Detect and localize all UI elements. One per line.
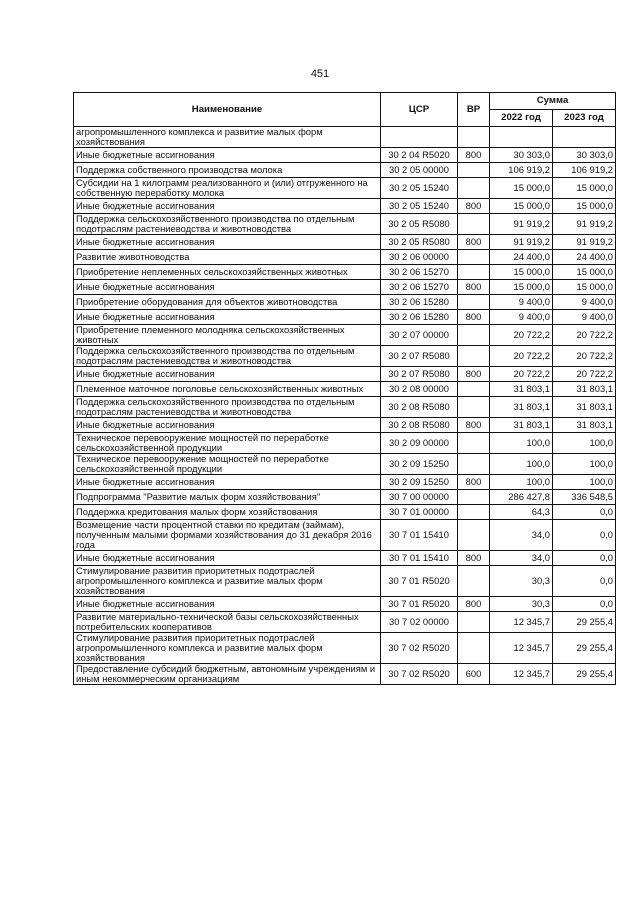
cell-csr: 30 7 02 R5020: [381, 633, 458, 664]
cell-name: Поддержка сельскохозяйственного производства по отдельным подотраслям растениеводства и животноводства: [74, 214, 381, 235]
header-year-2022: 2022 год: [490, 110, 553, 127]
cell-name: Племенное маточное поголовье сельскохозяйственных животных: [74, 382, 381, 397]
cell-sum-2022: 30,3: [490, 566, 553, 597]
table-row: [74, 612, 616, 633]
cell-vr: [458, 295, 490, 310]
cell-sum-2023: 100,0: [553, 433, 616, 454]
table-row: [74, 235, 616, 250]
table-row: [74, 367, 616, 382]
cell-csr: 30 2 09 00000: [381, 433, 458, 454]
table-row: [74, 551, 616, 566]
cell-sum-2022: [490, 127, 553, 148]
table-row: [74, 214, 616, 235]
cell-sum-2023: 15 000,0: [553, 280, 616, 295]
cell-name: Развитие животноводства: [74, 250, 381, 265]
table-row: [74, 418, 616, 433]
cell-sum-2023: 0,0: [553, 551, 616, 566]
cell-csr: 30 2 05 R5080: [381, 235, 458, 250]
cell-vr: [458, 214, 490, 235]
cell-csr: 30 2 06 15270: [381, 280, 458, 295]
header-year-2023: 2023 год: [553, 110, 616, 127]
cell-sum-2023: 31 803,1: [553, 382, 616, 397]
table-row: [74, 454, 616, 475]
cell-name: Поддержка кредитования малых форм хозяйствования: [74, 505, 381, 520]
cell-csr: 30 2 09 15250: [381, 454, 458, 475]
cell-csr: 30 7 01 15410: [381, 520, 458, 551]
cell-sum-2023: 15 000,0: [553, 265, 616, 280]
cell-name: Подпрограмма "Развитие малых форм хозяйствования": [74, 490, 381, 505]
table-row: [74, 382, 616, 397]
cell-csr: 30 2 06 15270: [381, 265, 458, 280]
cell-sum-2023: 31 803,1: [553, 397, 616, 418]
cell-vr: 800: [458, 475, 490, 490]
table-row: [74, 346, 616, 367]
cell-vr: 800: [458, 310, 490, 325]
table-row: [74, 127, 616, 148]
table-row: [74, 178, 616, 199]
cell-sum-2022: 31 803,1: [490, 397, 553, 418]
cell-sum-2023: 91 919,2: [553, 214, 616, 235]
cell-sum-2023: 336 548,5: [553, 490, 616, 505]
cell-name: Иные бюджетные ассигнования: [74, 418, 381, 433]
cell-sum-2022: 31 803,1: [490, 418, 553, 433]
cell-vr: [458, 265, 490, 280]
table-row: [74, 325, 616, 346]
cell-sum-2022: 12 345,7: [490, 612, 553, 633]
cell-name: Техническое перевооружение мощностей по переработке сельскохозяйственной продукции: [74, 433, 381, 454]
cell-name: Иные бюджетные ассигнования: [74, 551, 381, 566]
cell-vr: [458, 382, 490, 397]
cell-vr: [458, 346, 490, 367]
header-vr: ВР: [458, 93, 490, 127]
table-row: [74, 250, 616, 265]
table-row: [74, 520, 616, 551]
cell-sum-2023: 9 400,0: [553, 310, 616, 325]
cell-csr: 30 7 01 R5020: [381, 597, 458, 612]
table-row: [74, 265, 616, 280]
cell-csr: 30 2 05 R5080: [381, 214, 458, 235]
cell-sum-2022: 12 345,7: [490, 664, 553, 685]
cell-sum-2022: 30 303,0: [490, 148, 553, 163]
table-row: [74, 280, 616, 295]
cell-sum-2023: 29 255,4: [553, 612, 616, 633]
table-row: [74, 310, 616, 325]
cell-sum-2023: 31 803,1: [553, 418, 616, 433]
cell-name: Иные бюджетные ассигнования: [74, 367, 381, 382]
cell-sum-2022: 286 427,8: [490, 490, 553, 505]
cell-vr: 800: [458, 235, 490, 250]
cell-sum-2023: 0,0: [553, 597, 616, 612]
cell-csr: [381, 127, 458, 148]
cell-name: Поддержка сельскохозяйственного производства по отдельным подотраслям растениеводства и животноводства: [74, 346, 381, 367]
cell-csr: 30 2 09 15250: [381, 475, 458, 490]
cell-vr: [458, 633, 490, 664]
cell-csr: 30 2 05 00000: [381, 163, 458, 178]
cell-sum-2023: 100,0: [553, 475, 616, 490]
cell-name: Иные бюджетные ассигнования: [74, 199, 381, 214]
cell-name: Иные бюджетные ассигнования: [74, 310, 381, 325]
cell-sum-2022: 106 919,2: [490, 163, 553, 178]
cell-sum-2023: 20 722,2: [553, 325, 616, 346]
cell-name: Возмещение части процентной ставки по кредитам (займам), полученным малыми формами хозяйствования до 31 декабря 2016 года: [74, 520, 381, 551]
cell-sum-2022: 9 400,0: [490, 310, 553, 325]
cell-vr: [458, 505, 490, 520]
cell-vr: [458, 454, 490, 475]
cell-sum-2022: 15 000,0: [490, 265, 553, 280]
cell-vr: 600: [458, 664, 490, 685]
cell-name: Приобретение племенного молодняка сельскохозяйственных животных: [74, 325, 381, 346]
page-number: 451: [310, 68, 330, 80]
cell-csr: 30 2 07 R5080: [381, 367, 458, 382]
cell-sum-2023: 29 255,4: [553, 664, 616, 685]
cell-sum-2022: 20 722,2: [490, 346, 553, 367]
cell-csr: 30 2 07 00000: [381, 325, 458, 346]
cell-sum-2023: 15 000,0: [553, 178, 616, 199]
cell-sum-2022: 100,0: [490, 454, 553, 475]
header-csr: ЦСР: [381, 93, 458, 127]
cell-sum-2023: [553, 127, 616, 148]
cell-sum-2022: 100,0: [490, 475, 553, 490]
budget-table: [73, 92, 616, 685]
cell-vr: [458, 612, 490, 633]
cell-csr: 30 2 07 R5080: [381, 346, 458, 367]
cell-csr: 30 7 01 15410: [381, 551, 458, 566]
cell-vr: 800: [458, 418, 490, 433]
cell-sum-2022: 31 803,1: [490, 382, 553, 397]
cell-sum-2023: 29 255,4: [553, 633, 616, 664]
cell-name: Поддержка собственного производства молока: [74, 163, 381, 178]
cell-vr: [458, 520, 490, 551]
cell-name: Стимулирование развития приоритетных подотраслей агропромышленного комплекса и развитие малых форм хозяйствования: [74, 633, 381, 664]
cell-name: агропромышленного комплекса и развитие малых форм хозяйствования: [74, 127, 381, 148]
cell-vr: [458, 178, 490, 199]
cell-name: Иные бюджетные ассигнования: [74, 280, 381, 295]
cell-name: Предоставление субсидий бюджетным, автономным учреждениям и иным некоммерческим организациям: [74, 664, 381, 685]
table-row: [74, 295, 616, 310]
cell-sum-2022: 91 919,2: [490, 214, 553, 235]
cell-sum-2023: 9 400,0: [553, 295, 616, 310]
cell-sum-2023: 30 303,0: [553, 148, 616, 163]
table-row: [74, 199, 616, 214]
cell-sum-2022: 30,3: [490, 597, 553, 612]
cell-sum-2022: 24 400,0: [490, 250, 553, 265]
cell-name: Развитие материально-технической базы сельскохозяйственных потребительских кооперативов: [74, 612, 381, 633]
cell-vr: [458, 127, 490, 148]
cell-csr: 30 2 06 00000: [381, 250, 458, 265]
table-row: [74, 566, 616, 597]
cell-sum-2022: 100,0: [490, 433, 553, 454]
cell-name: Иные бюджетные ассигнования: [74, 597, 381, 612]
cell-sum-2023: 106 919,2: [553, 163, 616, 178]
cell-csr: 30 7 01 R5020: [381, 566, 458, 597]
cell-vr: [458, 433, 490, 454]
cell-vr: [458, 490, 490, 505]
cell-csr: 30 7 00 00000: [381, 490, 458, 505]
cell-sum-2022: 64,3: [490, 505, 553, 520]
table-row: [74, 148, 616, 163]
table-body: [74, 127, 616, 685]
cell-name: Поддержка сельскохозяйственного производства по отдельным подотраслям растениеводства и животноводства: [74, 397, 381, 418]
header-name: Наименование: [74, 93, 381, 127]
cell-vr: 800: [458, 148, 490, 163]
table-row: [74, 490, 616, 505]
cell-sum-2022: 15 000,0: [490, 280, 553, 295]
table-row: [74, 433, 616, 454]
cell-name: Субсидии на 1 килограмм реализованного и (или) отгруженного на собственную переработку молока: [74, 178, 381, 199]
table-row: [74, 397, 616, 418]
cell-sum-2023: 0,0: [553, 520, 616, 551]
cell-sum-2022: 34,0: [490, 520, 553, 551]
cell-sum-2022: 20 722,2: [490, 325, 553, 346]
cell-vr: [458, 397, 490, 418]
table-row: [74, 505, 616, 520]
cell-sum-2022: 20 722,2: [490, 367, 553, 382]
cell-sum-2023: 0,0: [553, 566, 616, 597]
cell-sum-2023: 20 722,2: [553, 367, 616, 382]
cell-csr: 30 2 08 00000: [381, 382, 458, 397]
cell-vr: [458, 163, 490, 178]
cell-vr: [458, 325, 490, 346]
table-row: [74, 597, 616, 612]
cell-csr: 30 2 08 R5080: [381, 418, 458, 433]
cell-name: Техническое перевооружение мощностей по переработке сельскохозяйственной продукции: [74, 454, 381, 475]
header-sum: Сумма: [490, 93, 616, 110]
cell-sum-2023: 91 919,2: [553, 235, 616, 250]
cell-csr: 30 7 02 R5020: [381, 664, 458, 685]
cell-csr: 30 7 02 00000: [381, 612, 458, 633]
cell-csr: 30 2 05 15240: [381, 199, 458, 214]
cell-sum-2023: 100,0: [553, 454, 616, 475]
cell-csr: 30 2 04 R5020: [381, 148, 458, 163]
cell-sum-2023: 24 400,0: [553, 250, 616, 265]
cell-vr: 800: [458, 280, 490, 295]
cell-sum-2022: 12 345,7: [490, 633, 553, 664]
cell-vr: 800: [458, 551, 490, 566]
cell-csr: 30 2 08 R5080: [381, 397, 458, 418]
cell-name: Приобретение неплеменных сельскохозяйственных животных: [74, 265, 381, 280]
table-row: [74, 163, 616, 178]
cell-sum-2023: 20 722,2: [553, 346, 616, 367]
cell-name: Иные бюджетные ассигнования: [74, 148, 381, 163]
cell-vr: [458, 250, 490, 265]
cell-name: Иные бюджетные ассигнования: [74, 475, 381, 490]
table-row: [74, 633, 616, 664]
cell-vr: [458, 566, 490, 597]
cell-csr: 30 2 05 15240: [381, 178, 458, 199]
cell-sum-2022: 9 400,0: [490, 295, 553, 310]
cell-sum-2022: 91 919,2: [490, 235, 553, 250]
cell-vr: 800: [458, 367, 490, 382]
cell-csr: 30 2 06 15280: [381, 295, 458, 310]
cell-name: Приобретение оборудования для объектов животноводства: [74, 295, 381, 310]
table-row: [74, 664, 616, 685]
cell-sum-2022: 15 000,0: [490, 199, 553, 214]
cell-sum-2022: 34,0: [490, 551, 553, 566]
cell-name: Стимулирование развития приоритетных подотраслей агропромышленного комплекса и развитие малых форм хозяйствования: [74, 566, 381, 597]
cell-sum-2023: 15 000,0: [553, 199, 616, 214]
table-row: [74, 475, 616, 490]
cell-csr: 30 7 01 00000: [381, 505, 458, 520]
cell-sum-2023: 0,0: [553, 505, 616, 520]
cell-sum-2022: 15 000,0: [490, 178, 553, 199]
cell-vr: 800: [458, 597, 490, 612]
cell-csr: 30 2 06 15280: [381, 310, 458, 325]
cell-name: Иные бюджетные ассигнования: [74, 235, 381, 250]
cell-vr: 800: [458, 199, 490, 214]
